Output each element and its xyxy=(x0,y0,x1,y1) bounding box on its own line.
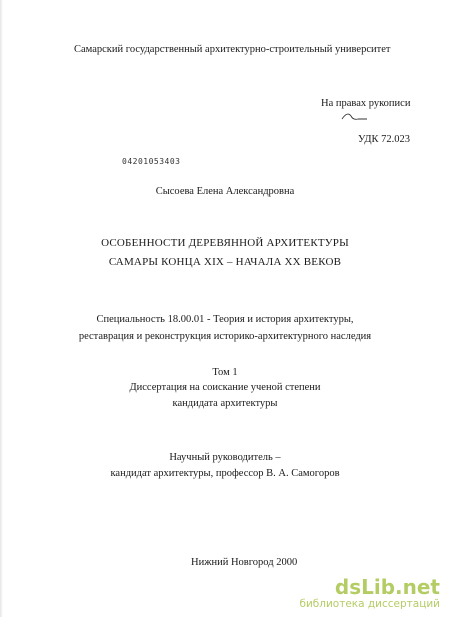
specialty-line-2: реставрация и реконструкция историко-архитектурного наследия xyxy=(78,331,372,342)
volume-label: Том 1 xyxy=(212,367,238,378)
supervisor-line-2: кандидат архитектуры, профессор В. А. Самогоров xyxy=(110,468,340,479)
dslib-watermark xyxy=(299,576,440,611)
thesis-title-line-1: ОСОБЕННОСТИ ДЕРЕВЯННОЙ АРХИТЕКТУРЫ xyxy=(101,237,349,249)
registration-stamp-number: 04201053403 xyxy=(122,157,181,166)
author-name: Сысоева Елена Александровна xyxy=(155,186,295,197)
rights-note: На правах рукописи xyxy=(321,98,411,109)
thesis-title-line-2: САМАРЫ КОНЦА XIX – НАЧАЛА XX ВЕКОВ xyxy=(108,256,342,268)
supervisor-line-1: Научный руководитель – xyxy=(169,452,281,463)
specialty-line-1: Специальность 18.00.01 - Теория и история архитектуры, xyxy=(96,314,354,325)
dissertation-line-2: кандидата архитектуры xyxy=(172,398,278,409)
signature-mark xyxy=(340,110,370,124)
dissertation-line-1: Диссертация на соискание ученой степени xyxy=(129,382,321,393)
udk-code: УДК 72.023 xyxy=(358,134,411,145)
university-name: Самарский государственный архитектурно-строительный университет xyxy=(74,44,391,55)
watermark-subtitle: библиотека диссертаций xyxy=(299,598,440,610)
scan-edge-shadow xyxy=(0,0,3,617)
watermark-brand: dsLib.net xyxy=(334,575,440,599)
city-year: Нижний Новгород 2000 xyxy=(191,557,298,568)
